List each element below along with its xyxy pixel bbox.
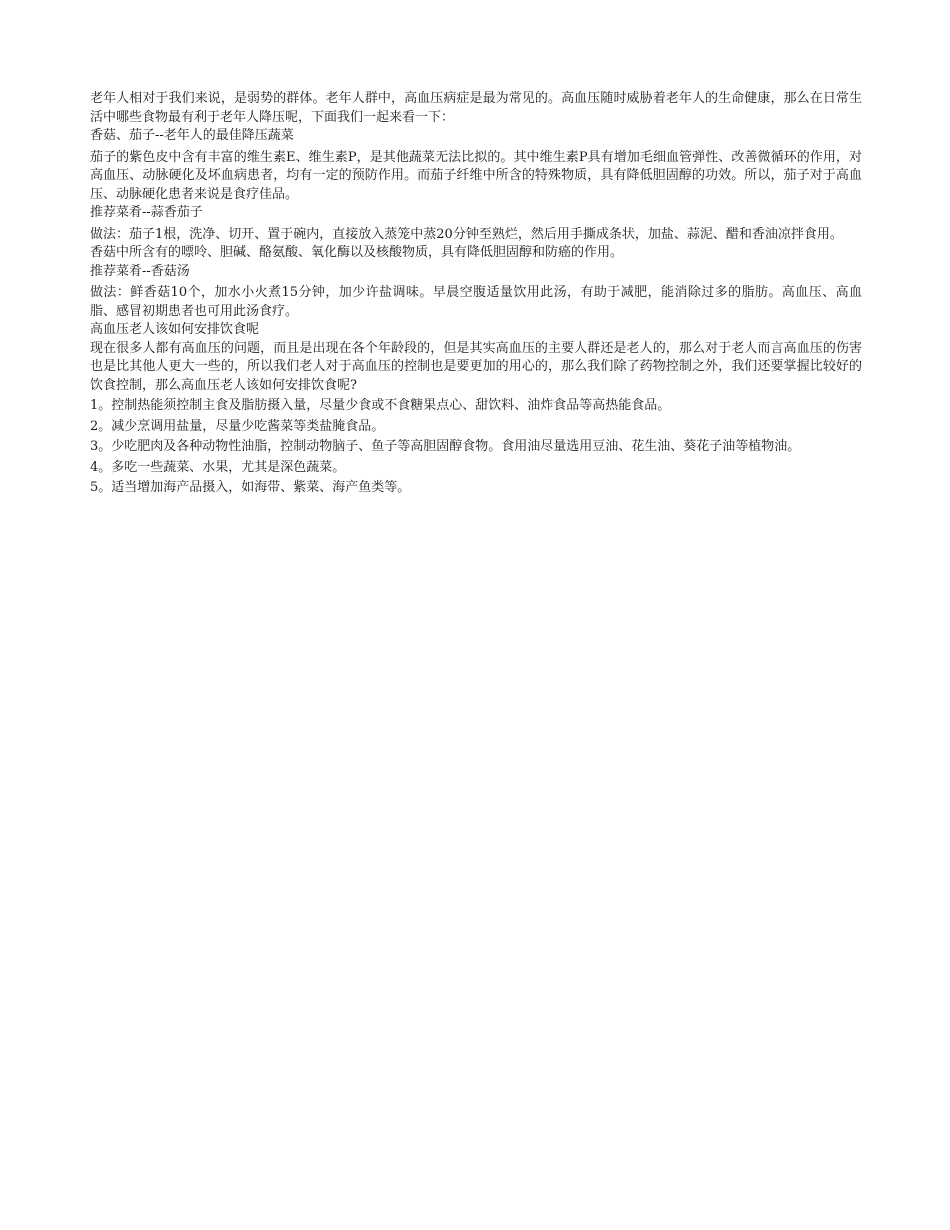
list-item: 4。多吃一些蔬菜、水果，尤其是深色蔬菜。: [90, 459, 346, 475]
document-page: [90, 90, 862, 498]
recipe-method-mushroom-soup: 做法：鲜香菇10个，加水小火煮15分钟，加少许盐调味。早晨空腹适量饮用此汤，有助于减肥，能消除过多的脂肪。高血压、高血脂、感冒初期患者也可用此汤食疗。: [90, 285, 862, 319]
eggplant-paragraph: 茄子的紫色皮中含有丰富的维生素E、维生素P，是其他蔬菜无法比拟的。其中维生素P具有增加毛细血管弹性、改善微循环的作用，对高血压、动脉硬化及坏血病患者，均有一定的预防作用。而茄子纤维中所含的特殊物质，具有降低胆固醇的功效。所以，茄子对于高血压、动脉硬化患者来说是食疗佳品。: [90, 149, 862, 202]
list-item: 2。减少烹调用盐量，尽量少吃酱菜等类盐腌食品。: [90, 418, 385, 434]
diet-paragraph: 现在很多人都有高血压的问题，而且是出现在各个年龄段的，但是其实高血压的主要人群还是老人的，那么对于老人而言高血压的伤害也是比其他人更大一些的，所以我们老人对于高血压的控制也是要更加的用心的，那么我们除了药物控制之外，我们还要掌握比较好的饮食控制，那么高血压老人该如何安排饮食呢?: [90, 340, 862, 393]
section-heading-vegetables: 香菇、茄子--老年人的最佳降压蔬菜: [90, 128, 294, 143]
section-heading-diet: 高血压老人该如何安排饮食呢: [90, 322, 260, 337]
list-item: 1。控制热能须控制主食及脂肪摄入量，尽量少食或不食糖果点心、甜饮料、油炸食品等高热能食品。: [90, 398, 671, 413]
recipe-heading-garlic-eggplant: 推荐菜肴--蒜香茄子: [90, 205, 203, 220]
recipe-method-garlic-eggplant: 做法：茄子1根，洗净、切开、置于碗内，直接放入蒸笼中蒸20分钟至熟烂，然后用手撕成条状，加盐、蒜泥、醋和香油凉拌食用。: [90, 226, 843, 242]
diet-tips-list: [90, 397, 862, 498]
list-item: 3。少吃肥肉及各种动物性油脂，控制动物脑子、鱼子等高胆固醇食物。食用油尽量选用豆油、花生油、葵花子油等植物油。: [90, 439, 801, 454]
mushroom-paragraph: 香菇中所含有的嘌呤、胆碱、酪氨酸、氧化酶以及核酸物质，具有降低胆固醇和防癌的作用。: [90, 245, 624, 260]
recipe-heading-mushroom-soup: 推荐菜肴--香菇汤: [90, 263, 190, 279]
list-item: 5。适当增加海产品摄入，如海带、紫菜、海产鱼类等。: [90, 480, 411, 495]
intro-paragraph: 老年人相对于我们来说，是弱势的群体。老年人群中，高血压病症是最为常见的。高血压随时威胁着老年人的生命健康，那么在日常生活中哪些食物最有利于老年人降压呢，下面我们一起来看一下：: [90, 91, 862, 125]
